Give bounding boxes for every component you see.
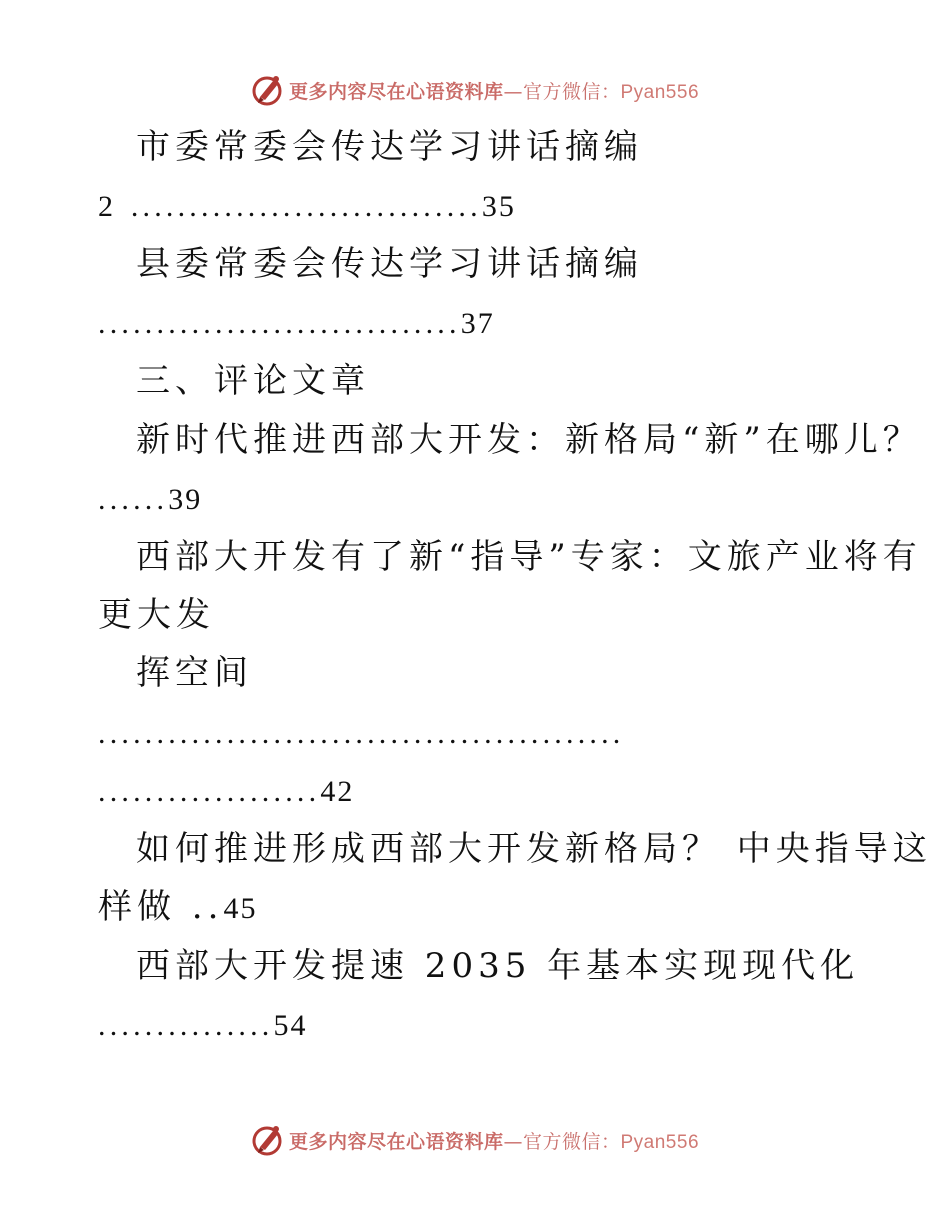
toc-dot-leader: ............................... [98,307,461,340]
toc-entry-title-continued: 更大发 [98,595,215,635]
banner-wechat-id: Pyan556 [620,1131,700,1153]
toc-entry-leader-line [98,703,625,763]
toc-entry-title: 西部大开发有了新“指导”专家：文旅产业将有 [136,537,922,577]
toc-entry-leader-line [98,469,202,529]
toc-entry-title-continued: 样做 .. [98,887,224,927]
toc-dot-leader: ................... [98,775,321,808]
toc-entry-title: 新时代推进西部大开发：新格局“新”在哪儿？ [136,420,922,460]
pen-logo-icon [251,73,285,107]
banner-dash: — [503,80,523,103]
header-watermark-banner [0,70,950,110]
toc-page-number: 45 [223,892,258,925]
toc-entry-leader-line [98,878,257,938]
toc-entry-title: 市委常委会传达学习讲话摘编 [136,127,643,167]
toc-entry-leader-line [98,293,495,353]
banner-wechat-label: 官方微信： [522,80,621,103]
footer-watermark-banner [0,1120,950,1160]
toc-section-heading: 三、评论文章 [136,361,370,401]
banner-text [289,1127,699,1154]
banner-wechat-label: 官方微信： [522,1130,621,1153]
banner-text [289,77,699,104]
toc-page-number: 35 [481,190,516,223]
toc-dot-leader: ............... [98,1009,274,1042]
toc-page-number: 42 [320,775,355,808]
toc-entry-leader-line [98,761,354,821]
toc-page-number: 54 [273,1009,308,1042]
toc-entry-leader-line [98,176,516,236]
toc-entry-leader-line [98,995,308,1055]
toc-entry-title: 西部大开发提速 2035 年基本实现现代化 [136,946,860,986]
banner-dash: — [503,1130,523,1153]
toc-entry-title: 如何推进形成西部大开发新格局？ 中央指导这 [136,829,932,869]
banner-site-text: 更多内容尽在心语资料库 [288,80,504,103]
toc-entry-title-continued: 挥空间 [136,653,253,693]
pen-logo-icon [251,1123,285,1157]
toc-page-number: 37 [460,307,495,340]
toc-dot-leader: ...... [98,483,169,516]
toc-page-number: 39 [168,483,203,516]
toc-entry-title: 县委常委会传达学习讲话摘编 [136,244,643,284]
toc-dot-leader: ............................................. [98,717,625,750]
toc-entry-prefix-number: 2 [98,190,115,223]
banner-site-text: 更多内容尽在心语资料库 [288,1130,504,1153]
toc-dot-leader: .............................. [130,190,482,223]
banner-wechat-id: Pyan556 [620,81,700,103]
